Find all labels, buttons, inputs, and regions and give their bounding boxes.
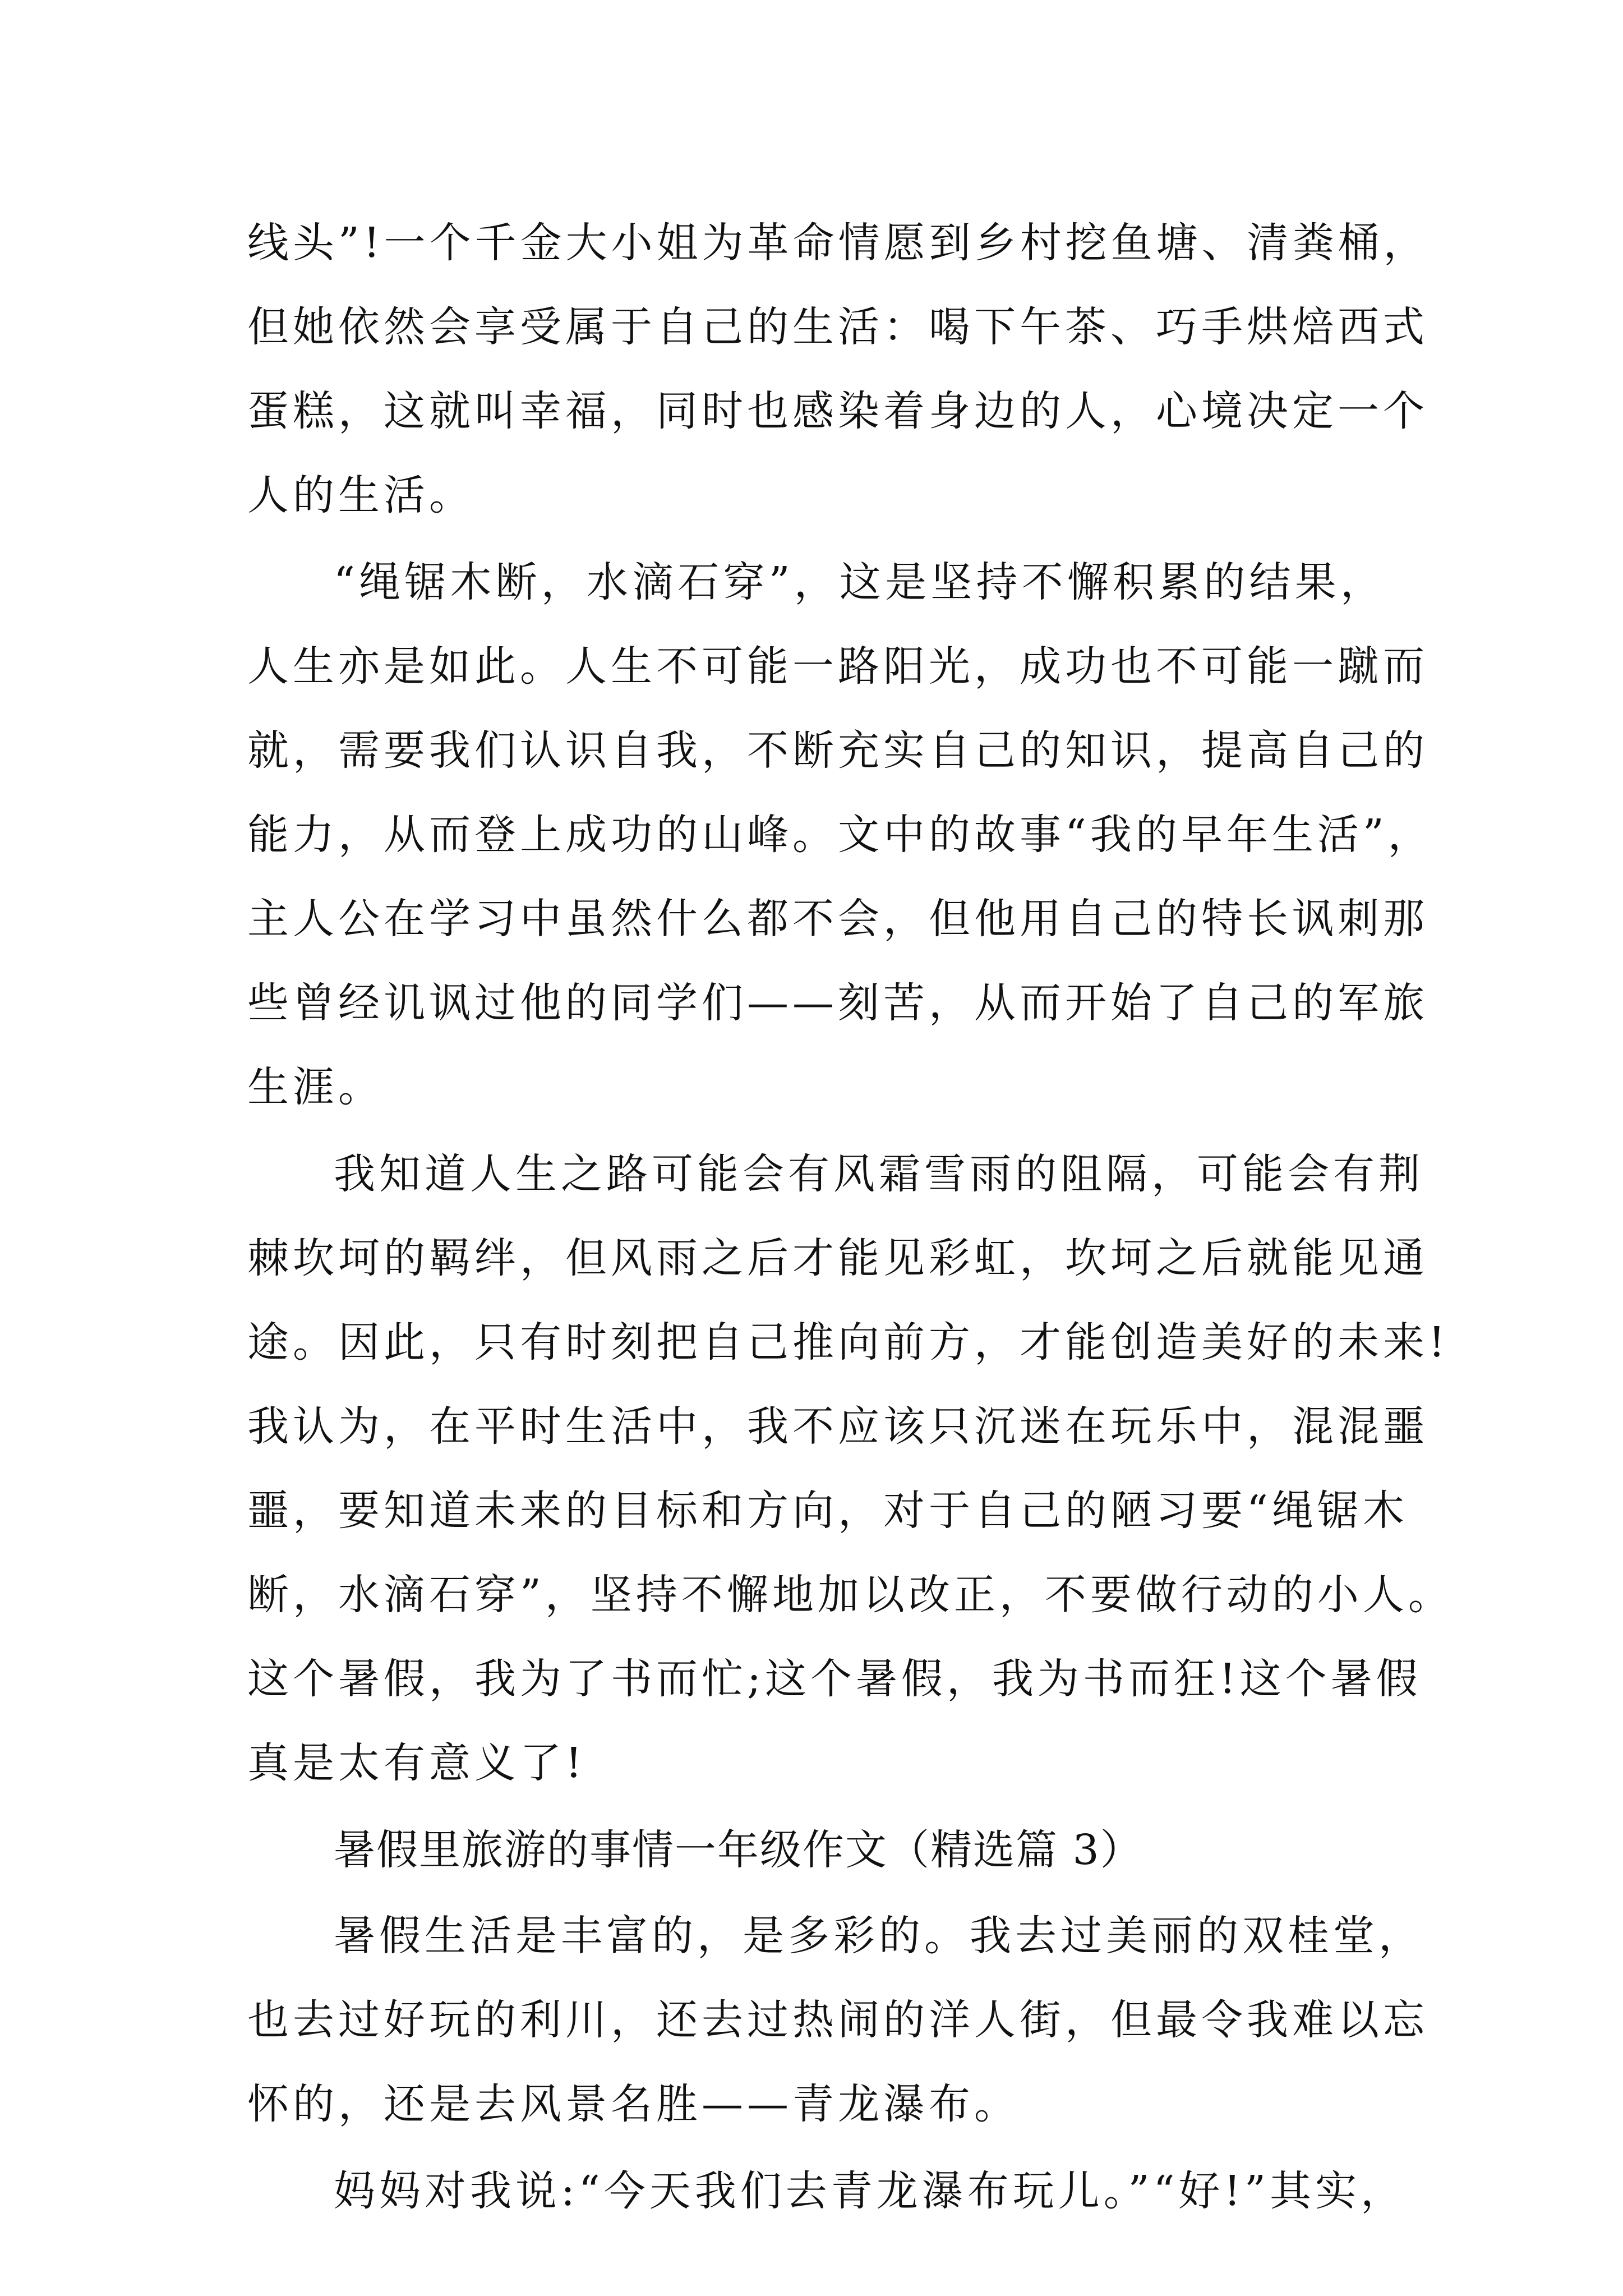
- text-line: 也去过好玩的利川，还去过热闹的洋人街，但最令我难以忘: [247, 1996, 1428, 2044]
- text-line: 能力，从而登上成功的山峰。文中的故事“我的早年生活”，: [247, 811, 1433, 859]
- text-line: 就，需要我们认识自我，不断充实自己的知识，提高自己的: [247, 726, 1428, 775]
- section-heading: 暑假里旅游的事情一年级作文（精选篇 3）: [334, 1826, 1143, 1874]
- text-line: 噩，要知道未来的目标和方向，对于自己的陋习要“绳锯木: [247, 1487, 1408, 1535]
- paragraph-first-line: 妈妈对我说:“今天我们去青龙瀑布玩儿。”“好!”其实，: [334, 2167, 1406, 2215]
- text-line: 些曾经讥讽过他的同学们——刻苦，从而开始了自己的军旅: [247, 979, 1428, 1027]
- text-line: 人生亦是如此。人生不可能一路阳光，成功也不可能一蹴而: [247, 642, 1428, 691]
- text-line: 真是太有意义了!: [247, 1739, 586, 1787]
- text-line: 线头”!一个千金大小姐为革命情愿到乡村挖鱼塘、清粪桶，: [247, 219, 1429, 267]
- text-line: 生涯。: [247, 1063, 384, 1111]
- text-line: 主人公在学习中虽然什么都不会，但他用自己的特长讽刺那: [247, 895, 1428, 943]
- text-line: 棘坎坷的羁绊，但风雨之后才能见彩虹，坎坷之后就能见通: [247, 1234, 1428, 1282]
- paragraph-first-line: “绳锯木断，水滴石穿”，这是坚持不懈积累的结果，: [334, 558, 1386, 606]
- text-line: 我认为，在平时生活中，我不应该只沉迷在玩乐中，混混噩: [247, 1402, 1428, 1451]
- text-line: 蛋糕，这就叫幸福，同时也感染着身边的人，心境决定一个: [247, 387, 1428, 435]
- text-line: 这个暑假，我为了书而忙;这个暑假，我为书而狂!这个暑假: [247, 1655, 1422, 1703]
- text-line: 怀的，还是去风景名胜——青龙瀑布。: [247, 2080, 1020, 2128]
- text-line: 但她依然会享受属于自己的生活：喝下午茶、巧手烘焙西式: [247, 303, 1428, 351]
- text-line: 人的生活。: [247, 471, 474, 519]
- paragraph-first-line: 我知道人生之路可能会有风霜雪雨的阻隔，可能会有荆: [334, 1150, 1424, 1198]
- text-line: 途。因此，只有时刻把自己推向前方，才能创造美好的未来!: [247, 1318, 1449, 1366]
- text-line: 断，水滴石穿”，坚持不懈地加以改正，不要做行动的小人。: [247, 1571, 1454, 1619]
- paragraph-first-line: 暑假生活是丰富的，是多彩的。我去过美丽的双桂堂，: [334, 1912, 1424, 1960]
